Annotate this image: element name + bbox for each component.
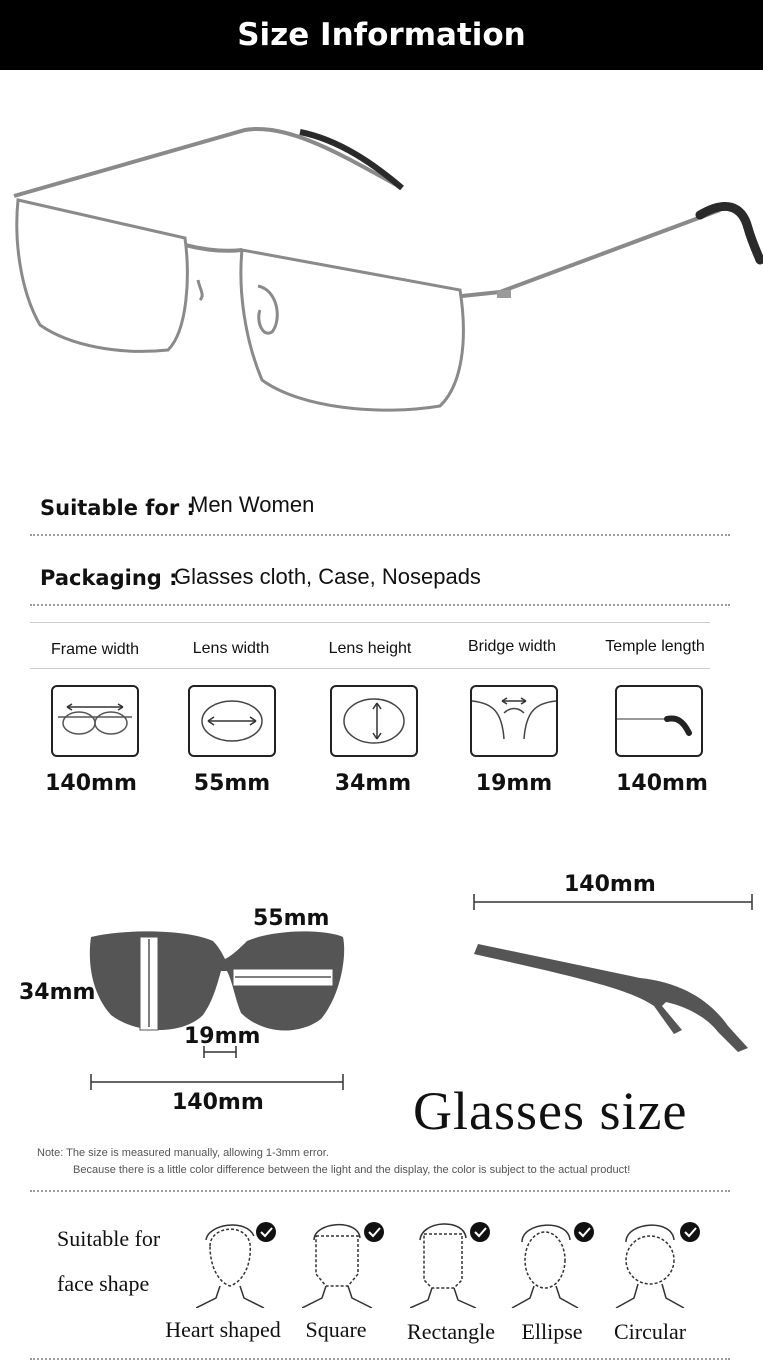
glasses-size-caption: Glasses size [413, 1081, 688, 1141]
dotted-divider [30, 1190, 730, 1192]
lens-width-icon [188, 685, 276, 757]
frame-width-icon [51, 685, 139, 757]
page-title: Size Information [237, 17, 526, 53]
note-line-2: Because there is a little color difference between the light and the display, the color is subject to the actual product! [73, 1164, 631, 1176]
face-label-ellipse: Ellipse [521, 1319, 583, 1344]
measure-value-temple-length: 140mm [616, 771, 708, 796]
measure-value-bridge-width: 19mm [475, 771, 553, 796]
table-header-line [30, 668, 710, 669]
packaging-value: Glasses cloth, Case, Nosepads [174, 564, 481, 589]
face-ellipse-icon [510, 1216, 600, 1308]
suitable-for-label: Suitable for : [40, 496, 195, 520]
measure-label-temple-length: Temple length [605, 638, 705, 655]
temple-dimension-line [471, 894, 755, 910]
measure-label-frame-width: Frame width [50, 641, 140, 658]
face-circular-icon [614, 1216, 704, 1308]
face-shape-title-line-1: Suitable for [57, 1226, 161, 1251]
measure-value-lens-height: 34mm [334, 771, 412, 796]
diagram-frame-width: 140mm [172, 1090, 264, 1115]
measure-value-lens-width: 55mm [193, 771, 271, 796]
frame-width-dimension-line [88, 1074, 346, 1090]
side-view-temple-diagram [470, 940, 755, 1055]
dotted-divider [30, 604, 730, 606]
face-heart-icon [196, 1216, 286, 1308]
bridge-width-icon [470, 685, 558, 757]
measure-value-frame-width: 140mm [45, 771, 137, 796]
diagram-temple-length: 140mm [564, 872, 656, 897]
table-top-line [30, 622, 710, 623]
face-shape-title-line-2: face shape [57, 1271, 150, 1296]
diagram-bridge: 19mm [184, 1024, 261, 1049]
suitable-for-value: Men Women [190, 492, 315, 517]
dotted-divider [30, 534, 730, 536]
face-label-square: Square [305, 1317, 367, 1342]
bridge-dimension-line [200, 1046, 240, 1058]
measure-label-lens-width: Lens width [192, 640, 270, 657]
face-label-heart: Heart shaped [165, 1317, 281, 1342]
face-label-rectangle: Rectangle [407, 1319, 495, 1344]
temple-length-icon [615, 685, 703, 757]
face-label-circular: Circular [613, 1319, 687, 1344]
diagram-lens-width: 55mm [253, 906, 330, 931]
product-glasses-image [0, 110, 763, 430]
diagram-lens-height: 34mm [19, 980, 96, 1005]
note-line-1: Note: The size is measured manually, allowing 1-3mm error. [37, 1147, 329, 1159]
measure-label-bridge-width: Bridge width [467, 638, 557, 655]
measure-label-lens-height: Lens height [328, 640, 412, 657]
dotted-divider [30, 1358, 730, 1360]
lens-height-icon [330, 685, 418, 757]
packaging-label: Packaging : [40, 566, 178, 590]
face-square-icon [302, 1216, 392, 1308]
face-rectangle-icon [410, 1216, 500, 1308]
